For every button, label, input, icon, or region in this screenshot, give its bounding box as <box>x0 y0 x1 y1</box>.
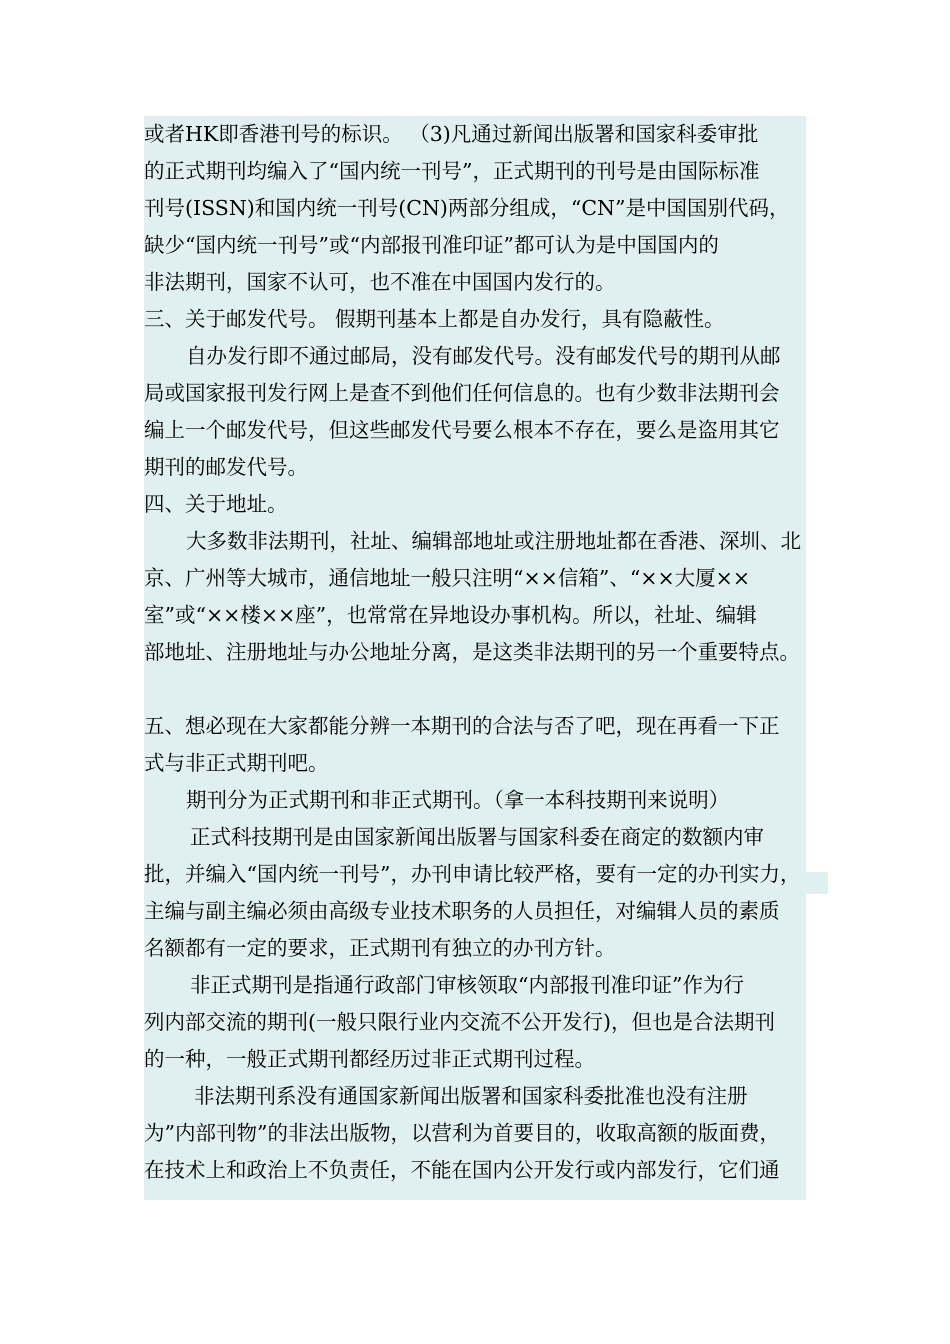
text-line: 在技术上和政治上不负责任，不能在国内公开发行或内部发行，它们通 <box>144 1158 780 1182</box>
text-line: 的正式期刊均编入了“国内统一刊号”，正式期刊的刊号是由国际标准 <box>144 159 760 183</box>
text-line: 大多数非法期刊，社址、编辑部地址或注册地址都在香港、深圳、北 <box>186 529 801 553</box>
text-line: 部地址、注册地址与办公地址分离，是这类非法期刊的另一个重要特点。 <box>144 640 800 664</box>
text-line: 列内部交流的期刊(一般只限行业内交流不公开发行)，但也是合法期刊 <box>144 1010 775 1034</box>
text-line: 非正式期刊是指通行政部门审核领取“内部报刊准印证”作为行 <box>190 973 744 997</box>
text-line: 正式科技期刊是由国家新闻出版署与国家科委在商定的数额内审 <box>190 825 764 849</box>
text-line: 批，并编入“国内统一刊号”，办刊申请比较严格，要有一定的办刊实力， <box>144 862 801 886</box>
text-line: 局或国家报刊发行网上是查不到他们任何信息的。也有少数非法期刊会 <box>144 381 780 405</box>
text-line: 期刊分为正式期刊和非正式期刊。（拿一本科技期刊来说明） <box>186 788 730 812</box>
text-line: 京、广州等大城市，通信地址一般只注明“××信箱”、“××大厦×× <box>144 566 750 590</box>
section-heading-postal-code: 三、关于邮发代号。 假期刊基本上都是自办发行，具有隐蔽性。 <box>144 307 725 331</box>
document-text <box>144 116 816 1189</box>
text-line: 非法期刊系没有通国家新闻出版署和国家科委批准也没有注册 <box>194 1084 748 1108</box>
text-line: 的一种，一般正式期刊都经历过非正式期刊过程。 <box>144 1047 595 1071</box>
text-line: 自办发行即不通过邮局，没有邮发代号。没有邮发代号的期刊从邮 <box>186 344 781 368</box>
section-heading-five: 五、想必现在大家都能分辨一本期刊的合法与否了吧，现在再看一下正 <box>144 714 780 738</box>
text-line: 缺少“国内统一刊号”或“内部报刊准印证”都可认为是中国国内的 <box>144 233 719 257</box>
section-heading-address: 四、关于地址。 <box>144 492 288 516</box>
text-line: 为”内部刊物”的非法出版物，以营利为首要目的，收取高额的版面费， <box>144 1121 780 1145</box>
text-line: 式与非正式期刊吧。 <box>144 751 329 775</box>
text-line: 主编与副主编必须由高级专业技术职务的人员担任，对编辑人员的素质 <box>144 899 780 923</box>
text-line: 编上一个邮发代号，但这些邮发代号要么根本不存在，要么是盗用其它 <box>144 418 780 442</box>
text-line: 室”或“××楼××座”，也常常在异地设办事机构。所以，社址、编辑 <box>144 603 757 627</box>
text-line: 期刊的邮发代号。 <box>144 455 308 479</box>
text-line: 名额都有一定的要求，正式期刊有独立的办刊方针。 <box>144 936 616 960</box>
paragraph-gap <box>144 671 816 708</box>
text-line: 或者HK即香港刊号的标识。 （3)凡通过新闻出版署和国家科委审批 <box>144 122 759 146</box>
text-line: 非法期刊，国家不认可，也不准在中国国内发行的。 <box>144 270 616 294</box>
text-line: 刊号(ISSN)和国内统一刊号(CN)两部分组成，“CN”是中国国别代码， <box>144 196 790 220</box>
